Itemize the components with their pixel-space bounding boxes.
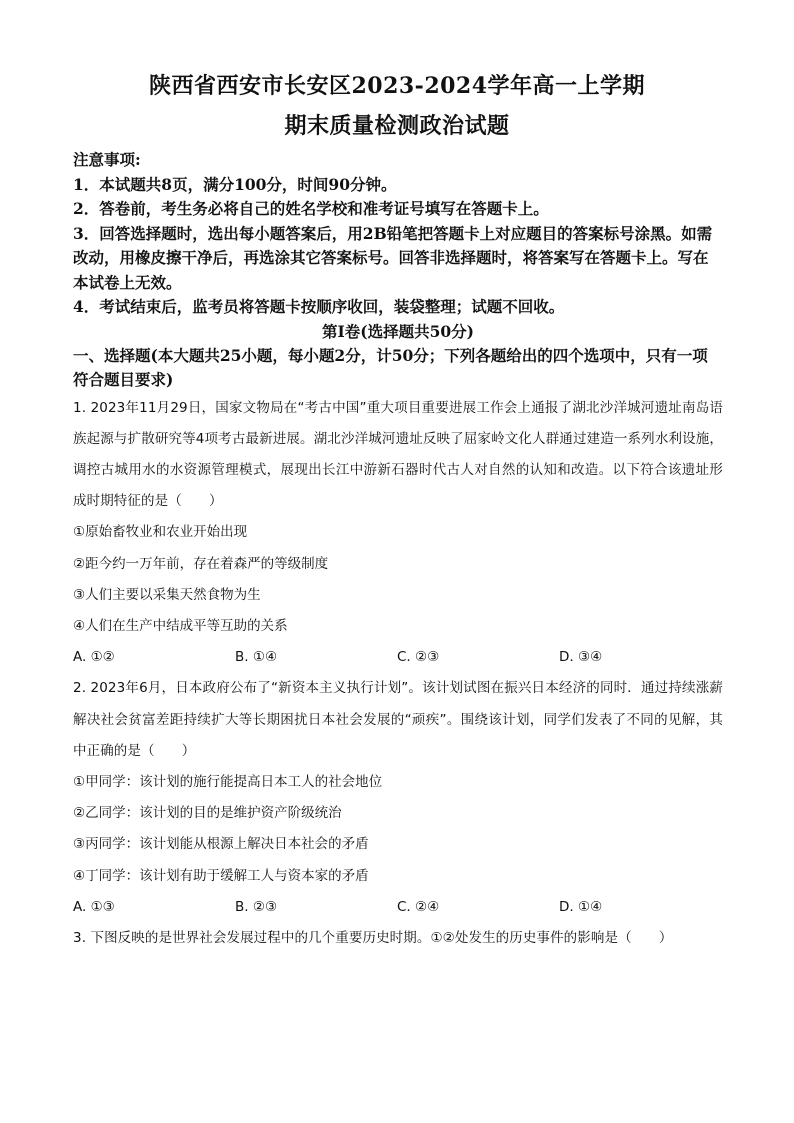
notice-item-4: 4．考试结束后，监考员将答题卡按顺序收回，装袋整理；试题不回收。 xyxy=(73,297,565,316)
question-1-option-2: ②距今约一万年前，存在着森严的等级制度 xyxy=(73,555,329,572)
question-1-option-3: ③人们主要以采集天然食物为生 xyxy=(73,586,261,603)
question-2-choice-b: B. ②③ xyxy=(235,898,278,915)
question-1-option-4: ④人们在生产中结成平等互助的关系 xyxy=(73,617,288,634)
question-3 xyxy=(73,923,723,954)
question-2-option-3: ③丙同学：该计划能从根源上解决日本社会的矛盾 xyxy=(73,836,369,853)
notice-block xyxy=(73,148,723,320)
question-2-option-2: ②乙同学：该计划的目的是维护资产阶级统治 xyxy=(73,805,342,822)
exam-title-line1: 陕西省西安市长安区2023-2024学年高一上学期 xyxy=(148,73,646,99)
question-1-choices xyxy=(73,642,723,673)
question-1-choice-c: C. ②③ xyxy=(397,649,440,666)
question-2 xyxy=(73,673,723,923)
part-title: 一、选择题(本大题共25小题，每小题2分，计50分；下列各题给出的四个选项中，只有一项符合题目要求) xyxy=(73,345,708,389)
notice-item-1: 1．本试题共8页，满分100分，时间90分钟。 xyxy=(73,174,397,194)
question-2-option-4: ④丁同学：该计划有助于缓解工人与资本家的矛盾 xyxy=(73,867,369,884)
notice-item-3: 3．回答选择题时，选出每小题答案后，用2B铅笔把答题卡上对应题目的答案标号涂黑。如需改动，用橡皮擦干净后，再选涂其它答案标号。回答非选择题时，将答案写在答题卡上。写在本试卷上无效。 xyxy=(73,223,713,292)
question-2-stem: 2. 2023年6月，日本政府公布了“新资本主义执行计划”。该计划试图在振兴日本经济的同时．通过持续涨薪解决社会贫富差距持续扩大等长期困扰日本社会发展的“顽疾”。围绕该计划，同学们发表了不同的见解，其中正确的是（ ） xyxy=(73,680,723,759)
exam-content xyxy=(73,148,723,954)
exam-title-line2: 期末质量检测政治试题 xyxy=(284,113,510,139)
question-2-choice-c: C. ②④ xyxy=(397,898,440,915)
question-2-choices xyxy=(73,892,723,923)
question-3-stem: 3. 下图反映的是世界社会发展过程中的几个重要历史时期。①②处发生的历史事件的影响是（ ） xyxy=(73,929,673,946)
question-1-option-1: ①原始畜牧业和农业开始出现 xyxy=(73,524,248,541)
notice-item-2: 2．答卷前，考生务必将自己的姓名学校和准考证号填写在答题卡上。 xyxy=(73,199,549,218)
notice-heading: 注意事项: xyxy=(73,150,141,169)
question-2-option-1: ①甲同学：该计划的施行能提高日本工人的社会地位 xyxy=(73,773,383,790)
question-1-stem: 1. 2023年11月29日，国家文物局在“考古中国”重大项目重要进展工作会上通报了湖北沙洋城河遗址南岛语族起源与扩散研究等4项考古最新进展。湖北沙洋城河遗址反映了屈家岭文化人群通过建造一系列水利设施，调控古城用水的水资源管理模式，展现出长江中游新石器时代古人对自然的认知和改造。以下符合该遗址形成时期特征的是（ ） xyxy=(73,399,723,510)
question-1-choice-a: A. ①② xyxy=(73,649,115,666)
question-2-choice-d: D. ①④ xyxy=(559,898,603,915)
question-2-choice-a: A. ①③ xyxy=(73,898,115,915)
question-1 xyxy=(73,393,723,674)
volume-title: 第Ⅰ卷(选择题共50分) xyxy=(322,321,474,341)
question-1-choice-d: D. ③④ xyxy=(559,649,603,666)
question-1-choice-b: B. ①④ xyxy=(235,649,278,666)
